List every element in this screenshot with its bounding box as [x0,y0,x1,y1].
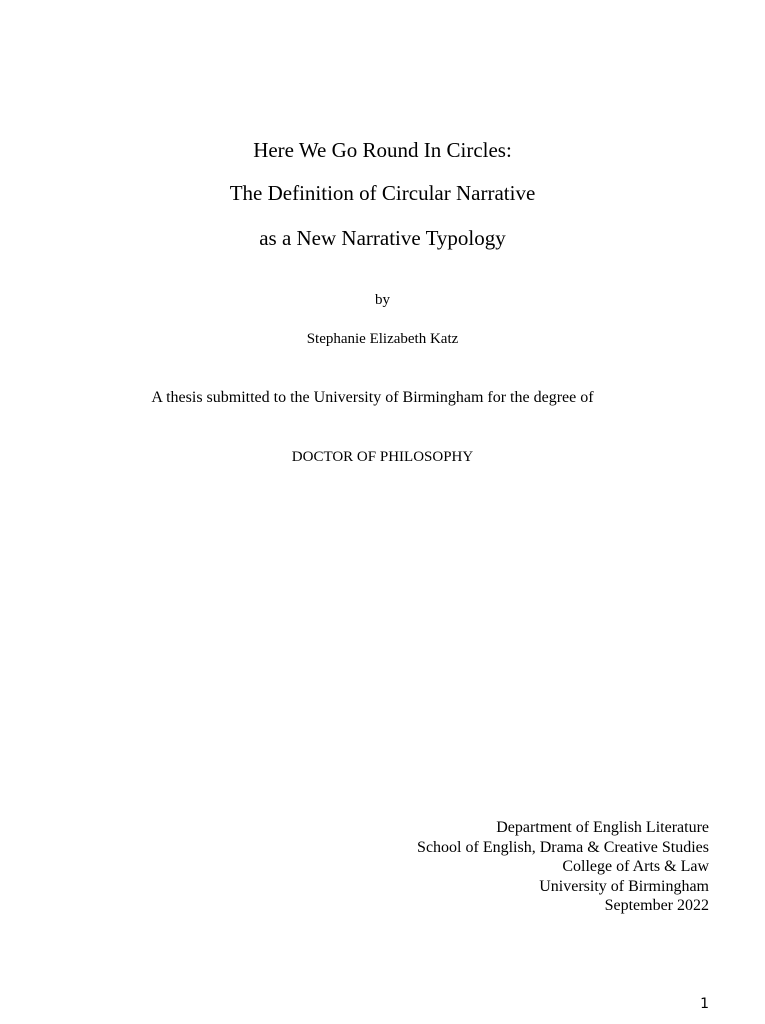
thesis-title-line-2: The Definition of Circular Narrative [229,181,536,205]
affiliation-block [417,818,709,916]
college-name: College of Arts & Law [562,858,709,875]
thesis-title-line-3: as a New Narrative Typology [259,226,506,250]
thesis-title-line-1: Here We Go Round In Circles: [253,138,512,162]
degree-name: DOCTOR OF PHILOSOPHY [291,449,474,465]
author-name: Stephanie Elizabeth Katz [306,331,459,347]
by-label: by [375,292,390,308]
page-number: 1 [700,996,709,1012]
submission-date: September 2022 [604,897,709,914]
school-name: School of English, Drama & Creative Studies [417,838,709,856]
department-name: Department of English Literature [496,819,709,836]
submission-statement: A thesis submitted to the University of Birmingham for the degree of [151,389,594,406]
university-name: University of Birmingham [539,877,709,895]
